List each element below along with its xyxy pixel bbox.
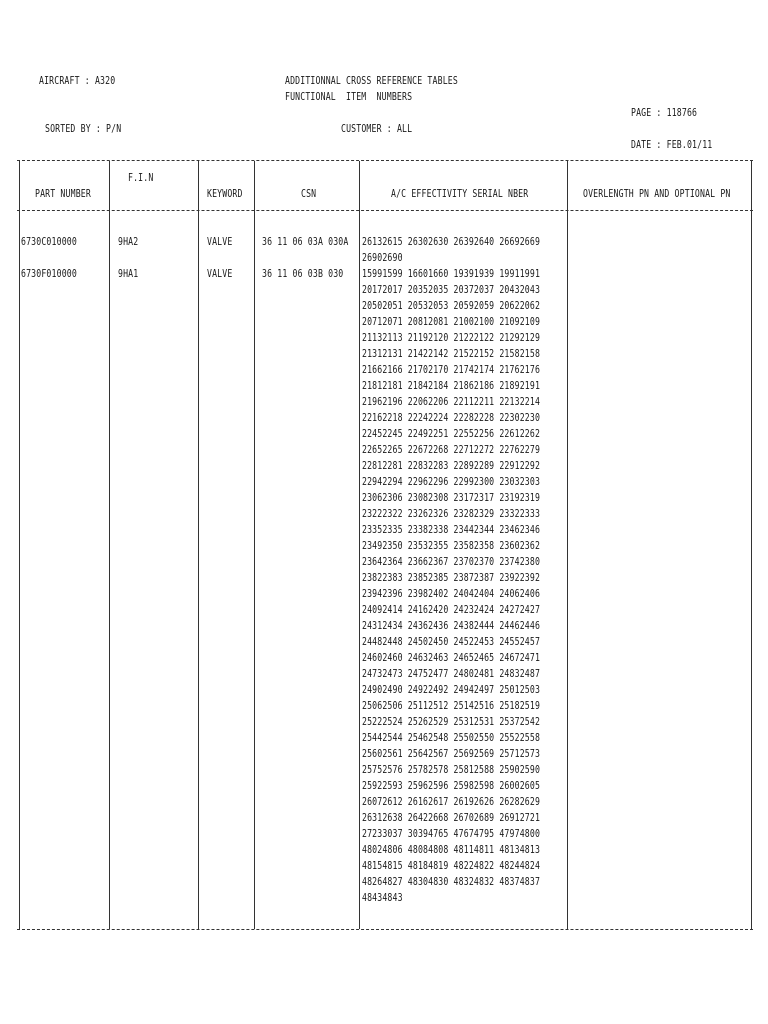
table-row-effectivity: 23492350 23532355 23582358 23602362 [362,540,541,552]
table-row-effectivity: 25222524 25262529 25312531 25372542 [362,716,541,728]
table-row-effectivity: 25602561 25642567 25692569 25712573 [362,748,541,760]
aircraft-label: AIRCRAFT : A320 [39,75,116,87]
table-top-border [17,160,753,161]
table-row-effectivity: 22652265 22672268 22712272 22762279 [362,444,541,456]
column-divider [109,161,110,929]
column-header-part-number: PART NUMBER [35,188,91,200]
table-row-effectivity: 23822383 23852385 23872387 23922392 [362,572,541,584]
table-row-effectivity: 48434843 [362,892,403,904]
table-row-effectivity: 48024806 48084808 48114811 48134813 [362,844,541,856]
column-divider [254,161,255,929]
column-header-keyword: KEYWORD [207,188,243,200]
table-row-effectivity: 26902690 [362,252,403,264]
table-row-effectivity: 24092414 24162420 24232424 24272427 [362,604,541,616]
table-bottom-border [17,929,753,930]
table-row-effectivity: 20502051 20532053 20592059 20622062 [362,300,541,312]
table-row-effectivity: 24602460 24632463 24652465 24672471 [362,652,541,664]
table-row-effectivity: 25922593 25962596 25982598 26002605 [362,780,541,792]
table-row-effectivity: 24482448 24502450 24522453 24552457 [362,636,541,648]
table-row-effectivity: 27233037 30394765 47674795 47974800 [362,828,541,840]
table-row-effectivity: 21962196 22062206 22112211 22132214 [362,396,541,408]
table-row-effectivity: 22942294 22962296 22992300 23032303 [362,476,541,488]
table-row-effectivity: 26072612 26162617 26192626 26282629 [362,796,541,808]
table-row-effectivity: 15991599 16601660 19391939 19911991 [362,268,541,280]
table-row-effectivity: 48264827 48304830 48324832 48374837 [362,876,541,888]
table-row-effectivity: 26132615 26302630 26392640 26692669 [362,236,541,248]
table-row-effectivity: 48154815 48184819 48224822 48244824 [362,860,541,872]
table-row-effectivity: 22812281 22832283 22892289 22912292 [362,460,541,472]
table-row-effectivity: 23942396 23982402 24042404 24062406 [362,588,541,600]
table-row-keyword: VALVE [207,236,233,248]
table-row-part-number: 6730C010000 [21,236,77,248]
table-row-csn: 36 11 06 03B 030 [262,268,344,280]
column-divider [751,161,752,929]
column-divider [567,161,568,929]
table-row-effectivity: 20712071 20812081 21002100 21092109 [362,316,541,328]
table-row-fin: 9HA1 [118,268,139,280]
table-row-csn: 36 11 06 03A 030A [262,236,349,248]
table-row-effectivity: 23352335 23382338 23442344 23462346 [362,524,541,536]
table-row-effectivity: 22162218 22242224 22282228 22302230 [362,412,541,424]
report-date: DATE : FEB.01/11 [631,139,713,151]
column-divider [19,161,20,929]
table-row-effectivity: 23222322 23262326 23282329 23322333 [362,508,541,520]
column-header-overlength: OVERLENGTH PN AND OPTIONAL PN [583,188,731,200]
table-row-part-number: 6730F010000 [21,268,77,280]
table-header-border [17,210,753,211]
column-divider [359,161,360,929]
table-row-effectivity: 21812181 21842184 21862186 21892191 [362,380,541,392]
table-row-effectivity: 21312131 21422142 21522152 21582158 [362,348,541,360]
table-row-fin: 9HA2 [118,236,139,248]
table-row-effectivity: 25062506 25112512 25142516 25182519 [362,700,541,712]
table-row-effectivity: 21132113 21192120 21222122 21292129 [362,332,541,344]
column-header-csn: CSN [301,188,317,200]
customer-label: CUSTOMER : ALL [341,123,413,135]
table-row-effectivity: 22452245 22492251 22552256 22612262 [362,428,541,440]
column-divider [198,161,199,929]
page-number: PAGE : 118766 [631,107,698,119]
table-row-effectivity: 24312434 24362436 24382444 24462446 [362,620,541,632]
table-row-effectivity: 23642364 23662367 23702370 23742380 [362,556,541,568]
table-row-effectivity: 26312638 26422668 26702689 26912721 [362,812,541,824]
table-row-effectivity: 25442544 25462548 25502550 25522558 [362,732,541,744]
table-row-effectivity: 23062306 23082308 23172317 23192319 [362,492,541,504]
table-row-effectivity: 25752576 25782578 25812588 25902590 [362,764,541,776]
sorted-by-label: SORTED BY : P/N [45,123,122,135]
table-row-keyword: VALVE [207,268,233,280]
report-title-line1: ADDITIONNAL CROSS REFERENCE TABLES [285,75,458,87]
table-row-effectivity: 24732473 24752477 24802481 24832487 [362,668,541,680]
column-header-effectivity: A/C EFFECTIVITY SERIAL NBER [391,188,529,200]
table-row-effectivity: 21662166 21702170 21742174 21762176 [362,364,541,376]
table-row-effectivity: 24902490 24922492 24942497 25012503 [362,684,541,696]
table-row-effectivity: 20172017 20352035 20372037 20432043 [362,284,541,296]
report-title-line2: FUNCTIONAL ITEM NUMBERS [285,91,413,103]
column-header-fin: F.I.N [128,172,154,184]
